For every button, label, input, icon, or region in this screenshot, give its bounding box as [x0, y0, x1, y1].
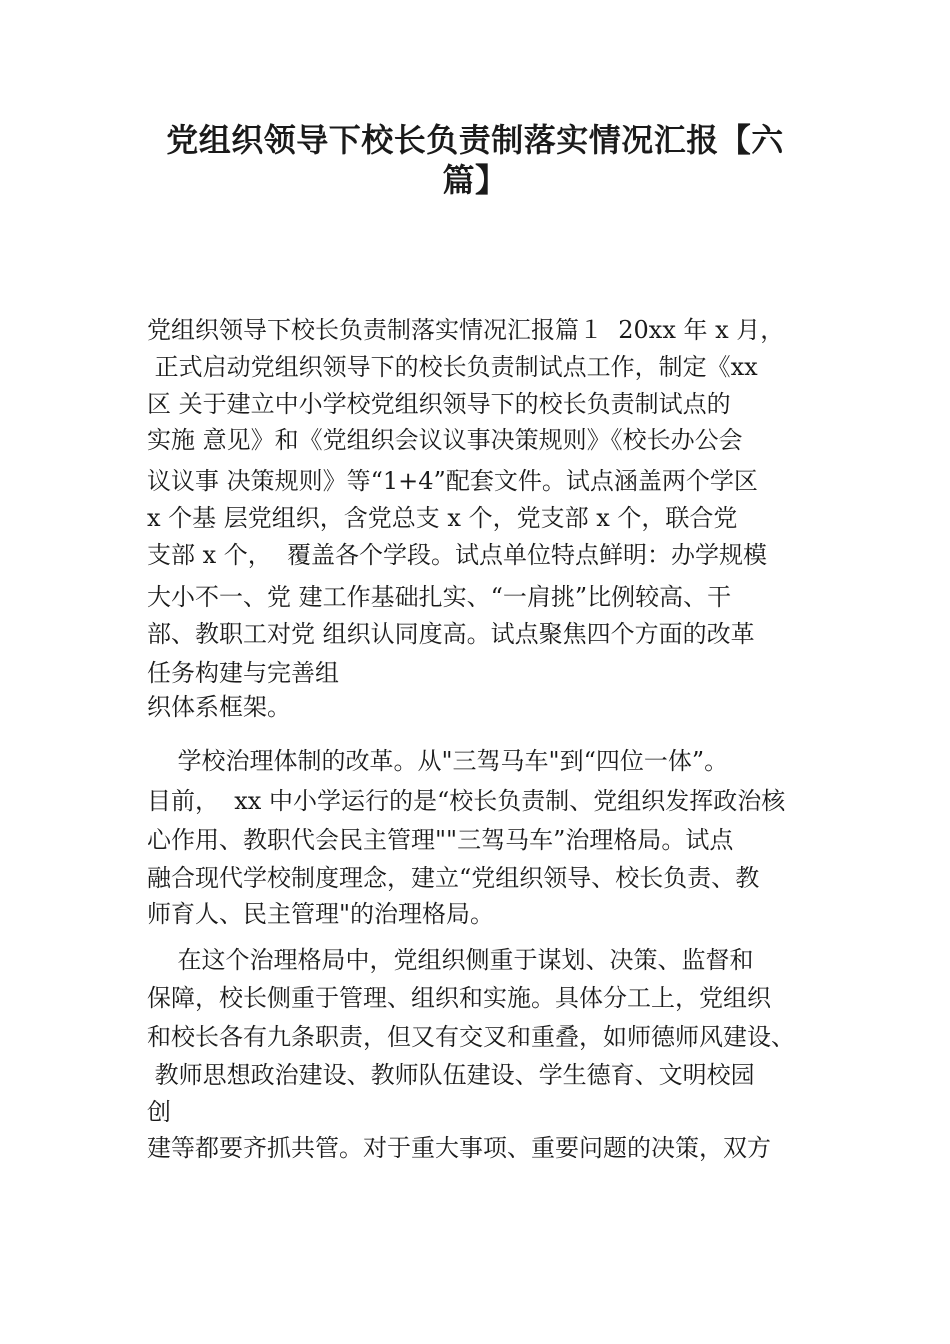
text-line: 心作用、教职代会民主管理""三驾马车”治理格局。试点 [147, 826, 734, 854]
text-line: 正式启动党组织领导下的校长负责制试点工作，制定《xx [147, 353, 758, 381]
text-line: 织体系框架。 [147, 693, 291, 721]
text-line: 师育人、民主管理"的治理格局。 [147, 900, 495, 928]
text-line: 议议事 决策规则》等“1+4”配套文件。试点涵盖两个学区 [147, 467, 758, 495]
text-line: 保障，校长侧重于管理、组织和实施。具体分工上，党组织 [147, 984, 771, 1012]
document-title-continued: 篇】 [442, 161, 508, 199]
text-line: 任务构建与完善组 [147, 659, 339, 687]
text-line: 建等都要齐抓共管。对于重大事项、重要问题的决策，双方 [147, 1134, 771, 1162]
text-line: 在这个治理格局中，党组织侧重于谋划、决策、监督和 [147, 946, 754, 974]
text-line: 学校治理体制的改革。从"三驾马车"到“四位一体”。 [147, 747, 729, 775]
text-line: 和校长各有九条职责，但又有交叉和重叠，如师德师风建设、 [147, 1023, 795, 1051]
text-line: 区 关于建立中小学校党组织领导下的校长负责制试点的 [147, 390, 731, 418]
text-line: 党组织领导下校长负责制落实情况汇报篇１ 20xx 年 x 月， [147, 316, 785, 344]
text-line: 教师思想政治建设、教师队伍建设、学生德育、文明校园 [147, 1061, 755, 1089]
text-line: 目前， xx 中小学运行的是“校长负责制、党组织发挥政治核 [147, 787, 786, 815]
text-line: 创 [147, 1098, 171, 1126]
text-line: 融合现代学校制度理念，建立“党组织领导、校长负责、教 [147, 864, 760, 892]
text-line: 支部 x 个， 覆盖各个学段。试点单位特点鲜明：办学规模 [147, 541, 768, 569]
document-title: 党组织领导下校长负责制落实情况汇报【六 [166, 121, 784, 159]
text-line: 大小不一、党 建工作基础扎实、“一肩挑”比例较高、干 [147, 583, 732, 611]
text-line: 部、教职工对党 组织认同度高。试点聚焦四个方面的改革 [147, 620, 755, 648]
text-line: 实施 意见》和《党组织会议议事决策规则》《校长办公会 [147, 426, 743, 454]
text-line: x 个基 层党组织，含党总支 x 个，党支部 x 个，联合党 [147, 504, 738, 532]
